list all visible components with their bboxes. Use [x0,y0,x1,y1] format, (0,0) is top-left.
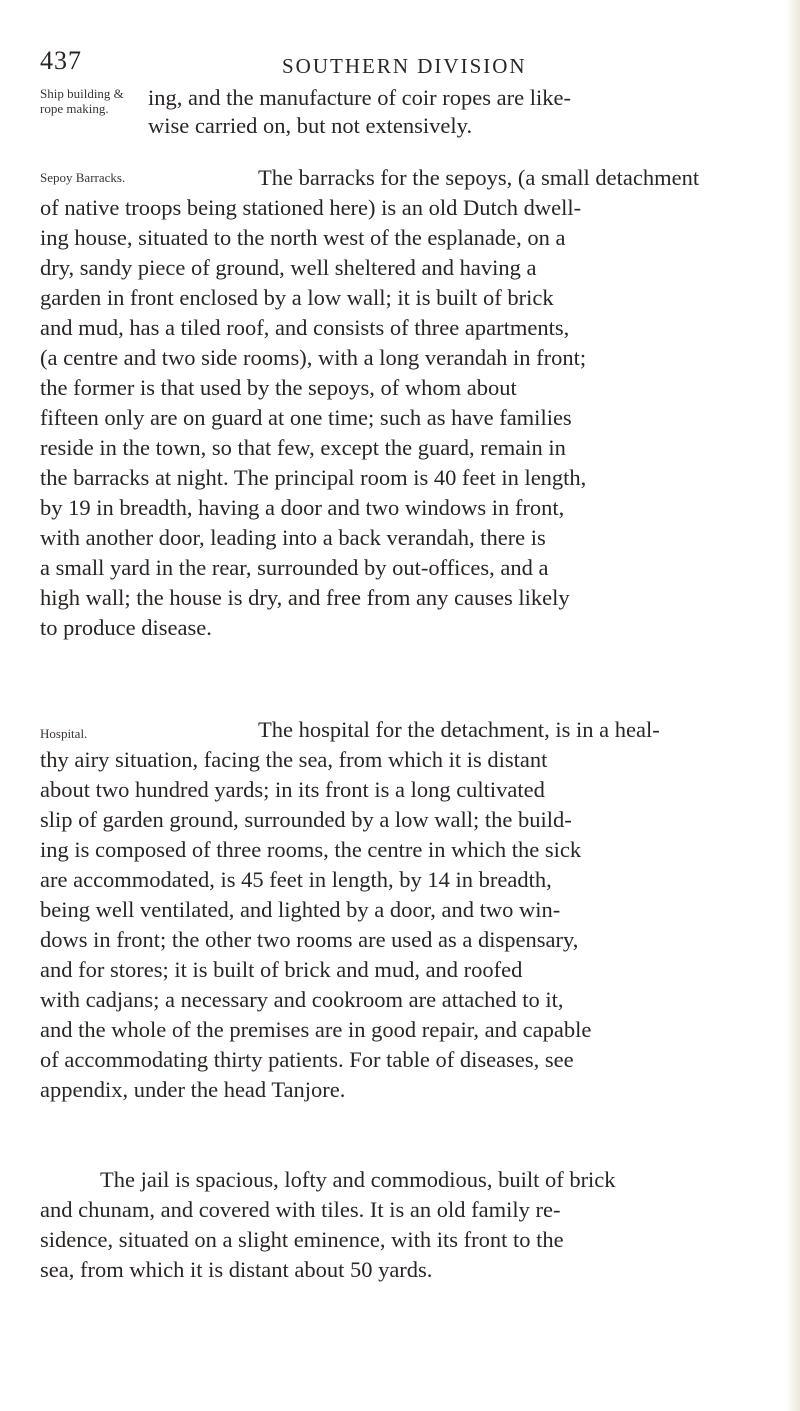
text-line: the barracks at night. The principal room is 40 feet in length, [40,465,587,490]
text-line: being well ventilated, and lighted by a door, and two win- [40,897,561,922]
text-line: sidence, situated on a slight eminence, with its front to the [40,1227,564,1252]
text-line: ing, and the manufacture of coir ropes are like- [148,85,571,110]
text-line: sea, from which it is distant about 50 yards. [40,1257,433,1282]
margin-note-line: rope making. [40,101,109,116]
text-line: garden in front enclosed by a low wall; it is built of brick [40,285,554,310]
text-line: about two hundred yards; in its front is a long cultivated [40,777,545,802]
text-line: ing is composed of three rooms, the centre in which the sick [40,837,582,862]
text-line: (a centre and two side rooms), with a long verandah in front; [40,345,587,370]
text-line: and mud, has a tiled roof, and consists of three apartments, [40,315,570,340]
text-line: dows in front; the other two rooms are used as a dispensary, [40,927,579,952]
text-line: appendix, under the head Tanjore. [40,1077,346,1102]
text-line: reside in the town, so that few, except the guard, remain in [40,435,566,460]
text-line: ing house, situated to the north west of the esplanade, on a [40,225,566,250]
text-line: with cadjans; a necessary and cookroom are attached to it, [40,987,564,1012]
text-line: The jail is spacious, lofty and commodious, built of brick [100,1167,616,1192]
text-line: wise carried on, but not extensively. [148,113,473,138]
text-line: are accommodated, is 45 feet in length, by 14 in breadth, [40,867,552,892]
text-line: slip of garden ground, surrounded by a low wall; the build- [40,807,572,832]
margin-note-hospital: Hospital. [40,726,88,741]
text-line: and chunam, and covered with tiles. It is an old family re- [40,1197,561,1222]
margin-note-line: Ship building & [40,86,124,101]
text-line: and for stores; it is built of brick and mud, and roofed [40,957,523,982]
text-line: thy airy situation, facing the sea, from which it is distant [40,747,548,772]
margin-note-sepoy-barracks: Sepoy Barracks. [40,170,126,185]
text-line: of native troops being stationed here) is an old Dutch dwell- [40,195,582,220]
text-line: and the whole of the premises are in good repair, and capable [40,1017,592,1042]
text-line: to produce disease. [40,615,212,640]
text-line: The hospital for the detachment, is in a heal- [258,717,660,742]
margin-note-ship-building [40,86,124,116]
page-edge-shadow [786,0,800,1411]
text-line: fifteen only are on guard at one time; such as have families [40,405,572,430]
text-line: the former is that used by the sepoys, of whom about [40,375,517,400]
running-head: SOUTHERN DIVISION [282,54,527,78]
text-line: dry, sandy piece of ground, well sheltered and having a [40,255,537,280]
text-line: a small yard in the rear, surrounded by out-offices, and a [40,555,549,580]
text-line: The barracks for the sepoys, (a small detachment [258,165,700,190]
text-line: by 19 in breadth, having a door and two windows in front, [40,495,565,520]
text-line: high wall; the house is dry, and free from any causes likely [40,585,570,610]
page-number: 437 [40,46,82,75]
text-line: of accommodating thirty patients. For table of diseases, see [40,1047,574,1072]
text-line: with another door, leading into a back verandah, there is [40,525,546,550]
